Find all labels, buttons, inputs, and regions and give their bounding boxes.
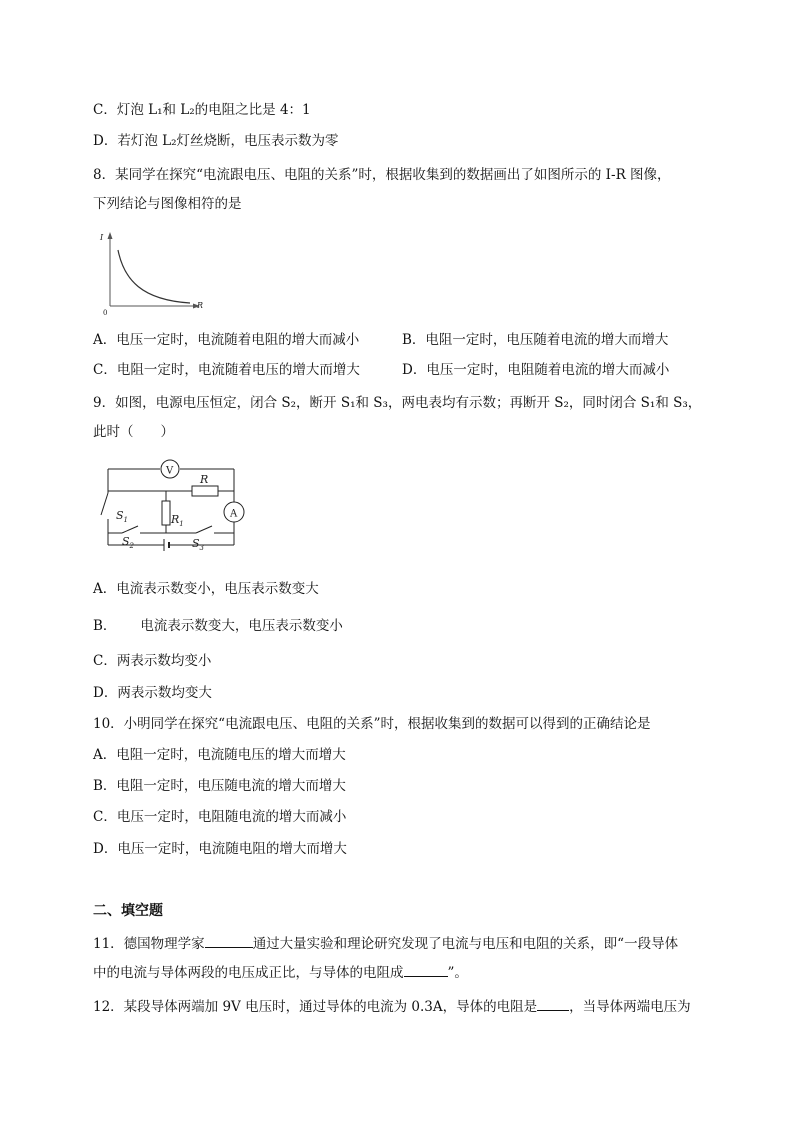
q10-option-b: B．电阻一定时，电压随电流的增大而增大	[93, 778, 346, 794]
q9-circuit-diagram	[96, 455, 256, 560]
q8-option-d: D．电压一定时，电阻随着电流的增大而减小	[402, 362, 670, 378]
q10-option-a: A．电阻一定时，电流随电压的增大而增大	[93, 747, 346, 763]
q9-option-b-letter: B．	[93, 618, 117, 634]
q10-option-d: D．电压一定时，电流随电阻的增大而增大	[93, 841, 347, 857]
q8-option-a: A．电压一定时，电流随着电阻的增大而减小	[93, 332, 360, 348]
voltmeter-label: V	[166, 465, 174, 477]
q11-line2	[93, 962, 468, 983]
q8-ir-graph	[98, 228, 208, 316]
q9-option-d: D．两表示数均变大	[93, 685, 212, 701]
q9-option-b-text: 电流表示数变大，电压表示数变小	[140, 618, 343, 634]
section-title: 二、填空题	[93, 903, 163, 919]
q9-stem-line2: 此时（ ）	[93, 424, 174, 440]
resistor-r1-label: $R_1$	[171, 513, 184, 528]
s3-label: $S_3$	[192, 537, 205, 552]
q12-line1-start: 12．某段导体两端加 9V 电压时，通过导体的电流为 0.3A，导体的电阻是	[93, 999, 538, 1015]
q9-option-c: C．两表示数均变小	[93, 653, 212, 669]
resistor-r1	[162, 501, 170, 525]
s2-label: $S_2$	[122, 535, 135, 550]
s1-label: $S_1$	[116, 509, 129, 524]
q9-stem-line1: 9．如图，电源电压恒定，闭合 S₂，断开 S₁和 S₃，两电表均有示数；再断开 S₂，同时闭合 S₁和 S₃，	[93, 395, 702, 411]
switch-s1	[101, 493, 108, 515]
q8-stem-line1: 8．某同学在探究“电流跟电压、电阻的关系”时，根据收集到的数据画出了如图所示的 I-R 图像，	[93, 167, 671, 183]
q12-blank-1[interactable]	[537, 996, 569, 1011]
q12-line1-end: ，当导体两端电压为	[569, 999, 691, 1015]
ammeter-label: A	[230, 508, 238, 520]
q10-stem: 10．小明同学在探究“电流跟电压、电阻的关系”时，根据收集到的数据可以得到的正确结论是	[93, 716, 651, 732]
q10-option-c: C．电压一定时，电阻随电流的增大而减小	[93, 809, 347, 825]
q7-option-d: D．若灯泡 L₂灯丝烧断，电压表示数为零	[93, 133, 339, 149]
switch-s2	[122, 526, 138, 533]
q11-line2-end: ”。	[447, 965, 468, 981]
q9-option-b	[93, 616, 343, 636]
q7-option-c: C．灯泡 L₁和 L₂的电阻之比是 4：1	[93, 102, 311, 118]
q8-option-c: C．电阻一定时，电流随着电压的增大而增大	[93, 362, 360, 378]
q11-line1	[93, 933, 678, 954]
graph-origin-label: 0	[103, 309, 108, 316]
q11-line1-end: 通过大量实验和理论研究发现了电流与电压和电阻的关系，即“一段导体	[252, 936, 679, 952]
q12-line1	[93, 996, 691, 1017]
q11-blank-1[interactable]	[205, 933, 253, 948]
resistor-r-label: R	[200, 473, 209, 486]
q11-blank-2[interactable]	[404, 962, 448, 977]
q11-line1-start: 11．德国物理学家	[93, 936, 205, 952]
resistor-r	[192, 486, 218, 496]
q9-option-a: A．电流表示数变小，电压表示数变大	[93, 581, 319, 597]
switch-s3	[196, 526, 212, 533]
graph-x-label: R	[197, 301, 204, 310]
graph-y-label: I	[100, 233, 104, 242]
q8-option-b: B．电阻一定时，电压随着电流的增大而增大	[402, 332, 669, 348]
q11-line2-start: 中的电流与导体两段的电压成正比，与导体的电阻成	[93, 965, 404, 981]
q8-stem-line2: 下列结论与图像相符的是	[93, 196, 242, 212]
